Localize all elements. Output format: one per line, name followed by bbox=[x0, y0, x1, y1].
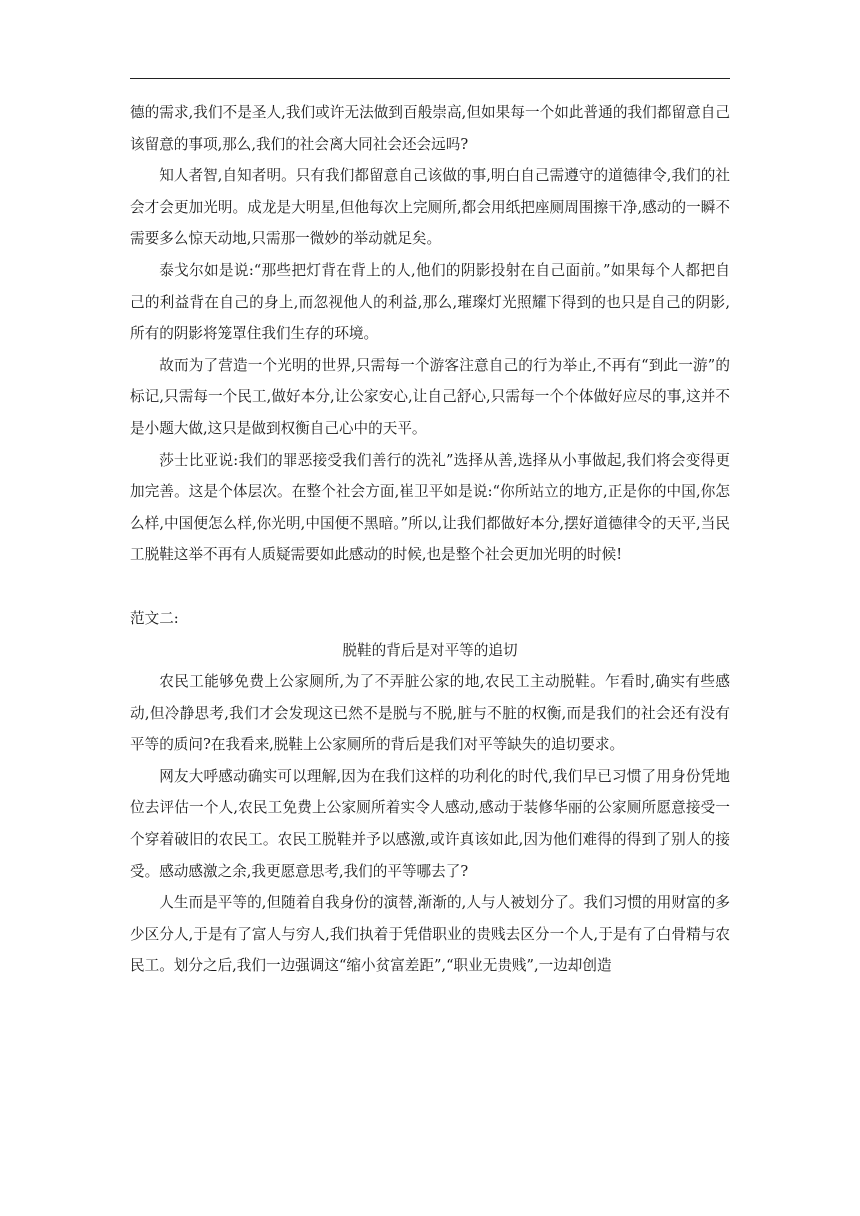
header-rule bbox=[130, 78, 730, 79]
paragraph: 人生而是平等的,但随着自我身份的演替,渐渐的,人与人被划分了。我们习惯的用财富的多少区分人,于是有了富人与穷人,我们执着于凭借职业的贵贱去区分一个人,于是有了白骨精与农民工。划分之后,我们一边强调这“缩小贫富差距”,“职业无贵贱”,一边却创造 bbox=[130, 894, 730, 975]
paragraph-continued: 德的需求,我们不是圣人,我们或许无法做到百般崇高,但如果每一个如此普通的我们都留意自己该留意的事项,那么,我们的社会离大同社会还会远吗? bbox=[130, 104, 730, 153]
paragraph: 故而为了营造一个光明的世界,只需每一个游客注意自己的行为举止,不再有“到此一游”的标记,只需每一个民工,做好本分,让公家安心,让自己舒心,只需每一个个体做好应尽的事,这并不是小题大做,这只是做到权衡自己心中的天平。 bbox=[130, 356, 730, 437]
paragraph: 莎士比亚说:我们的罪恶接受我们善行的洗礼”选择从善,选择从小事做起,我们将会变得更加完善。这是个体层次。在整个社会方面,崔卫平如是说:“你所站立的地方,正是你的中国,你怎么样,中国便怎么样,你光明,中国便不黑暗。”所以,让我们都做好本分,摆好道德律令的天平,当民工脱鞋这举不再有人质疑需要如此感动的时候,也是整个社会更加光明的时候! bbox=[130, 451, 730, 564]
section-gap bbox=[130, 571, 730, 603]
paragraph: 泰戈尔如是说:“那些把灯背在背上的人,他们的阴影投射在自己面前。”如果每个人都把自己的利益背在自己的身上,而忽视他人的利益,那么,璀璨灯光照耀下得到的也只是自己的阴影,所有的阴影将笼罩住我们生存的环境。 bbox=[130, 261, 730, 343]
paragraph: 农民工能够免费上公家厕所,为了不弄脏公家的地,农民工主动脱鞋。乍看时,确实有些感动,但冷静思考,我们才会发现这已然不是脱与不脱,脏与不脏的权衡,而是我们的社会还有没有平等的质问?在我看来,脱鞋上公家厕所的背后是我们对平等缺失的追切要求。 bbox=[130, 673, 730, 754]
section-label: 范文二: bbox=[130, 609, 179, 627]
essay-title: 脱鞋的背后是对平等的追切 bbox=[342, 641, 518, 659]
paragraph: 知人者智,自知者明。只有我们都留意自己该做的事,明白自己需遵守的道德律令,我们的社会才会更加光明。成龙是大明星,但他每次上完厕所,都会用纸把座厕周围擦干净,感动的一瞬不需要多么惊天动地,只需那一微妙的举动就足矣。 bbox=[130, 167, 730, 248]
paragraph: 网友大呼感动确实可以理解,因为在我们这样的功利化的时代,我们早已习惯了用身份凭地位去评估一个人,农民工免费上公家厕所着实令人感动,感动于装修华丽的公家厕所愿意接受一个穿着破旧的农民工。农民工脱鞋并予以感激,或许真该如此,因为他们难得的得到了别人的接受。感动感激之余,我更愿意思考,我们的平等哪去了? bbox=[130, 767, 730, 880]
document-body bbox=[130, 97, 730, 982]
